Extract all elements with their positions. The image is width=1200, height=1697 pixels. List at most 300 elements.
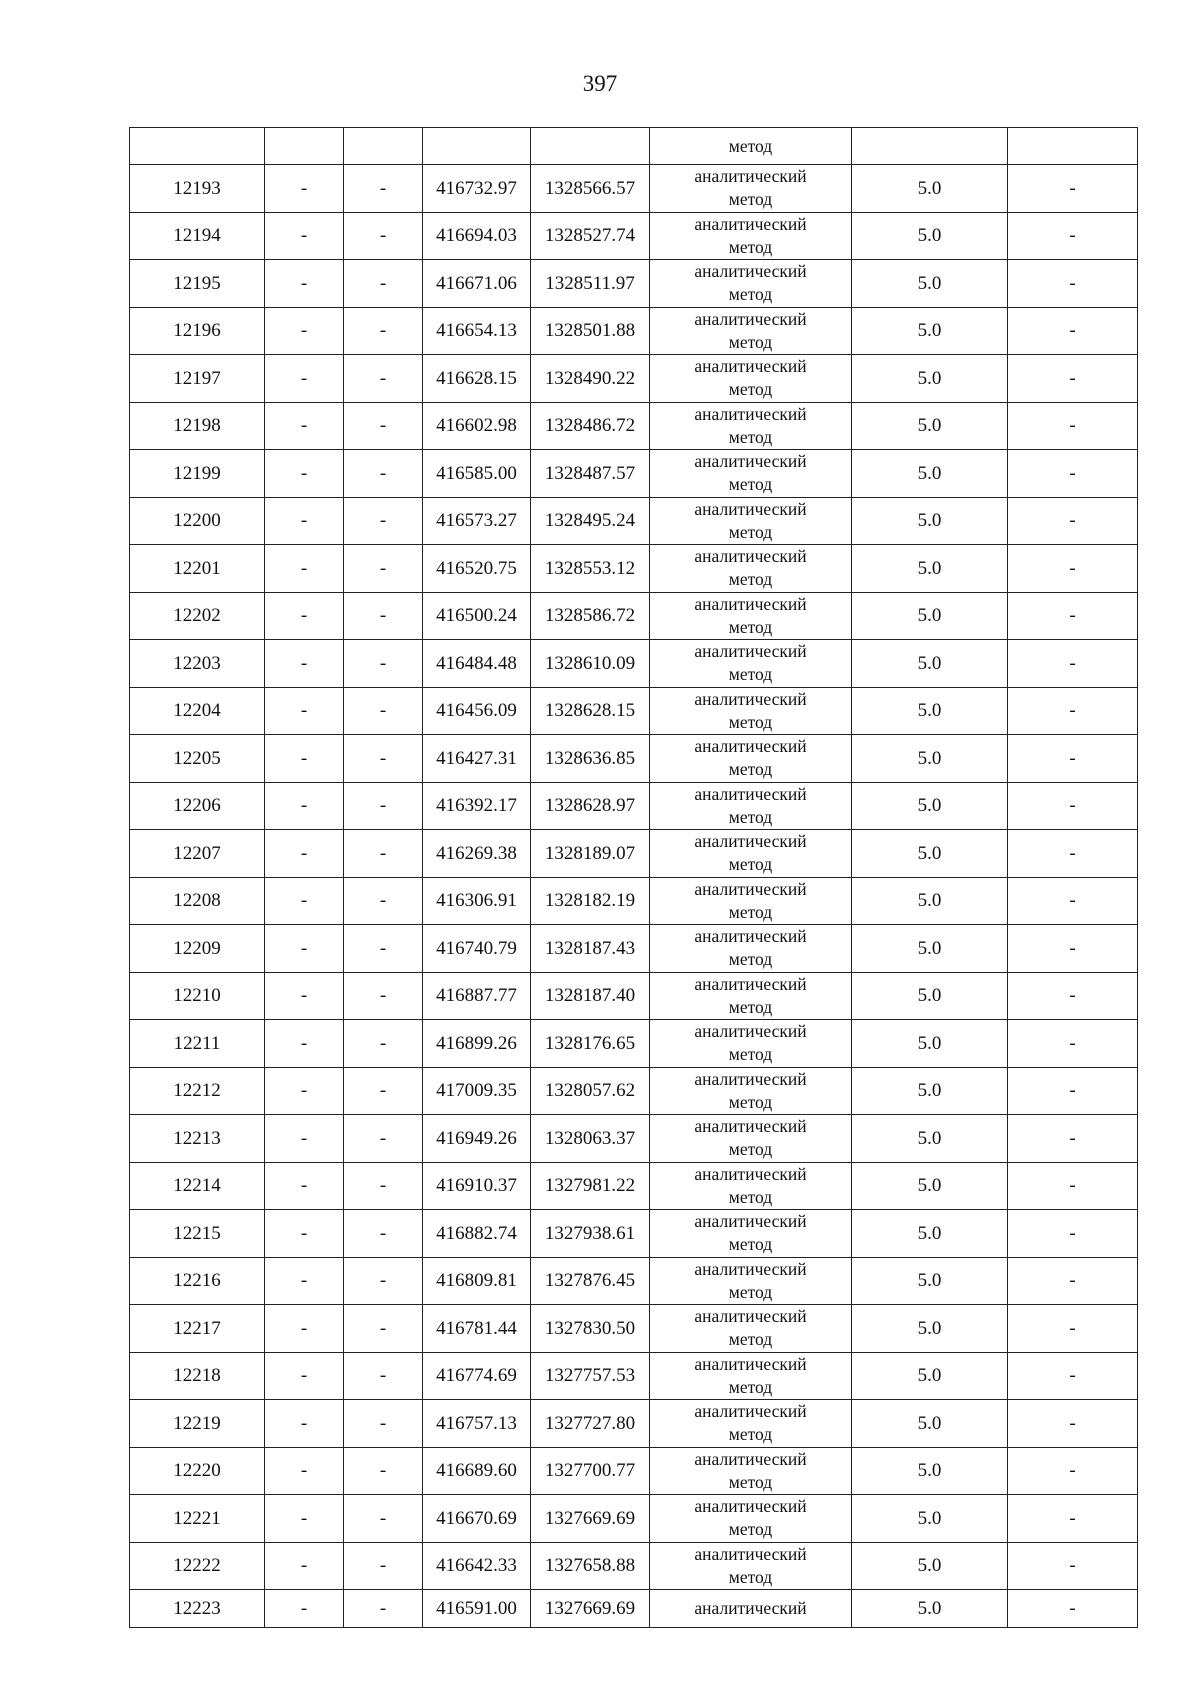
cell-col3: -	[344, 307, 423, 355]
cell-col2: -	[265, 260, 344, 308]
table-row	[130, 925, 1138, 973]
method-line-2: метод	[728, 1186, 773, 1207]
method-line-2: метод	[728, 474, 773, 495]
cell-y: 1327658.88	[531, 1542, 650, 1590]
method-line-1: аналитический	[694, 451, 807, 472]
cell-col8: -	[1008, 165, 1138, 213]
cell-col8: -	[1008, 212, 1138, 260]
cell-accuracy: 5.0	[852, 592, 1008, 640]
cell-x: 416585.00	[423, 450, 531, 498]
cell-col3: -	[344, 165, 423, 213]
cell-col8: -	[1008, 497, 1138, 545]
cell-col2: -	[265, 1495, 344, 1543]
continuation-row	[130, 128, 1138, 165]
cell-id: 12208	[130, 877, 265, 925]
cell-method	[650, 1400, 852, 1448]
cell-method	[650, 1305, 852, 1353]
cell-id: 12221	[130, 1495, 265, 1543]
method-line-1: аналитический	[694, 878, 807, 899]
method-line-2: метод	[728, 331, 773, 352]
table-row	[130, 1115, 1138, 1163]
method-line-1: аналитический	[694, 1116, 807, 1137]
method-line-2: метод	[728, 1281, 773, 1302]
cell-col3: -	[344, 355, 423, 403]
cell-col3: -	[344, 497, 423, 545]
table-row	[130, 260, 1138, 308]
method-line-1: аналитический	[694, 1258, 807, 1279]
cell-col2	[265, 128, 344, 165]
cell-col8: -	[1008, 307, 1138, 355]
cell-col2: -	[265, 212, 344, 260]
cell-method	[650, 1162, 852, 1210]
cell-col2: -	[265, 1542, 344, 1590]
method-line-1: аналитический	[694, 1496, 807, 1517]
cell-x: 416781.44	[423, 1305, 531, 1353]
cell-col8: -	[1008, 1067, 1138, 1115]
cell-accuracy: 5.0	[852, 640, 1008, 688]
cell-col3: -	[344, 687, 423, 735]
cell-method	[650, 545, 852, 593]
cell-y: 1327669.69	[531, 1495, 650, 1543]
cell-y: 1327757.53	[531, 1352, 650, 1400]
cell-col3: -	[344, 1495, 423, 1543]
cell-col8: -	[1008, 877, 1138, 925]
cell-y: 1328495.24	[531, 497, 650, 545]
cell-method	[650, 212, 852, 260]
method-line-1: аналитический	[694, 356, 807, 377]
cell-x: 416689.60	[423, 1447, 531, 1495]
cell-id: 12198	[130, 402, 265, 450]
cell-accuracy: 5.0	[852, 1020, 1008, 1068]
cell-col2: -	[265, 1400, 344, 1448]
cell-col8: -	[1008, 260, 1138, 308]
method-line-2: метод	[728, 1044, 773, 1065]
cell-accuracy: 5.0	[852, 212, 1008, 260]
cell-method	[650, 260, 852, 308]
cell-accuracy: 5.0	[852, 1305, 1008, 1353]
cell-accuracy: 5.0	[852, 1210, 1008, 1258]
method-line-1: аналитический	[694, 403, 807, 424]
table-row	[130, 1400, 1138, 1448]
cell-col8: -	[1008, 687, 1138, 735]
cell-col2: -	[265, 1257, 344, 1305]
cell-y: 1328182.19	[531, 877, 650, 925]
cell-x: 416602.98	[423, 402, 531, 450]
cell-accuracy: 5.0	[852, 877, 1008, 925]
cell-y: 1328566.57	[531, 165, 650, 213]
cell-y: 1328187.43	[531, 925, 650, 973]
cell-accuracy: 5.0	[852, 1400, 1008, 1448]
table-row	[130, 165, 1138, 213]
cell-col3: -	[344, 1590, 423, 1628]
method-line-1: аналитический	[694, 783, 807, 804]
table-row	[130, 497, 1138, 545]
cell-col8: -	[1008, 1020, 1138, 1068]
cell-col3: -	[344, 830, 423, 878]
cell-y: 1327830.50	[531, 1305, 650, 1353]
cell-col8: -	[1008, 972, 1138, 1020]
cell-col3: -	[344, 735, 423, 783]
cell-accuracy: 5.0	[852, 830, 1008, 878]
method-line-2: метод	[728, 569, 773, 590]
cell-method	[650, 1257, 852, 1305]
cell-col8: -	[1008, 640, 1138, 688]
cell-method	[650, 450, 852, 498]
cell-col2: -	[265, 497, 344, 545]
cell-method	[650, 1115, 852, 1163]
method-line-1: аналитический	[694, 926, 807, 947]
cell-y: 1328486.72	[531, 402, 650, 450]
cell-id: 12217	[130, 1305, 265, 1353]
cell-col8: -	[1008, 1447, 1138, 1495]
cell-col8: -	[1008, 1257, 1138, 1305]
cell-x: 416910.37	[423, 1162, 531, 1210]
cell-method	[650, 782, 852, 830]
cell-accuracy: 5.0	[852, 1115, 1008, 1163]
cell-col3: -	[344, 877, 423, 925]
table-row	[130, 1495, 1138, 1543]
cell-x: 416694.03	[423, 212, 531, 260]
cell-id: 12219	[130, 1400, 265, 1448]
cell-col2: -	[265, 877, 344, 925]
cell-col3: -	[344, 1115, 423, 1163]
cell-col8: -	[1008, 1305, 1138, 1353]
cell-y: 1328586.72	[531, 592, 650, 640]
cell-id: 12202	[130, 592, 265, 640]
cell-method	[650, 877, 852, 925]
method-line-2: метод	[728, 1234, 773, 1255]
cell-col2: -	[265, 640, 344, 688]
cell-x: 416899.26	[423, 1020, 531, 1068]
method-line-2: метод	[728, 521, 773, 542]
cell-id: 12209	[130, 925, 265, 973]
cell-col3: -	[344, 1447, 423, 1495]
cell-col8: -	[1008, 735, 1138, 783]
method-line-2: метод	[728, 616, 773, 637]
cell-col3: -	[344, 450, 423, 498]
cell-x: 416628.15	[423, 355, 531, 403]
cell-id: 12205	[130, 735, 265, 783]
cell-id	[130, 128, 265, 165]
cell-col2: -	[265, 830, 344, 878]
cell-col8: -	[1008, 1162, 1138, 1210]
table-row	[130, 877, 1138, 925]
cell-col3: -	[344, 402, 423, 450]
cell-y: 1327727.80	[531, 1400, 650, 1448]
cell-col3: -	[344, 1257, 423, 1305]
cell-id: 12196	[130, 307, 265, 355]
cell-y: 1328553.12	[531, 545, 650, 593]
cell-id: 12214	[130, 1162, 265, 1210]
cell-accuracy: 5.0	[852, 450, 1008, 498]
cell-id: 12212	[130, 1067, 265, 1115]
cell-x: 416642.33	[423, 1542, 531, 1590]
cell-col8: -	[1008, 1352, 1138, 1400]
cell-accuracy: 5.0	[852, 782, 1008, 830]
cell-col2: -	[265, 1162, 344, 1210]
table-row	[130, 450, 1138, 498]
cell-id: 12203	[130, 640, 265, 688]
method-line-2: метод	[728, 949, 773, 970]
cell-x: 416887.77	[423, 972, 531, 1020]
method-line-1: аналитический	[694, 1401, 807, 1422]
cell-x: 416740.79	[423, 925, 531, 973]
method-line-1: аналитический	[694, 1068, 807, 1089]
cell-id: 12223	[130, 1590, 265, 1628]
cell-x: 416591.00	[423, 1590, 531, 1628]
table-row	[130, 640, 1138, 688]
method-line-1: аналитический	[694, 688, 807, 709]
table-row	[130, 1447, 1138, 1495]
cell-y: 1328610.09	[531, 640, 650, 688]
cell-x: 416573.27	[423, 497, 531, 545]
cell-id: 12211	[130, 1020, 265, 1068]
table-row	[130, 1020, 1138, 1068]
table-row	[130, 1067, 1138, 1115]
cell-x: 416949.26	[423, 1115, 531, 1163]
cell-col3: -	[344, 1067, 423, 1115]
cell-y	[531, 128, 650, 165]
cell-y: 1328057.62	[531, 1067, 650, 1115]
cell-x: 417009.35	[423, 1067, 531, 1115]
cell-id: 12195	[130, 260, 265, 308]
cell-x: 416520.75	[423, 545, 531, 593]
method-line-2: метод	[728, 996, 773, 1017]
cell-y: 1327981.22	[531, 1162, 650, 1210]
cell-col2: -	[265, 450, 344, 498]
cell-col8: -	[1008, 355, 1138, 403]
table-row	[130, 212, 1138, 260]
cell-col2: -	[265, 1590, 344, 1628]
cell-x: 416269.38	[423, 830, 531, 878]
cell-y: 1327700.77	[531, 1447, 650, 1495]
cell-accuracy: 5.0	[852, 307, 1008, 355]
table-row	[130, 782, 1138, 830]
cell-col8: -	[1008, 592, 1138, 640]
method-line-2: метод	[728, 664, 773, 685]
cell-x: 416456.09	[423, 687, 531, 735]
cell-x: 416671.06	[423, 260, 531, 308]
cell-col2: -	[265, 545, 344, 593]
cell-id: 12218	[130, 1352, 265, 1400]
cell-col3: -	[344, 260, 423, 308]
cell-col3: -	[344, 545, 423, 593]
cell-y: 1328189.07	[531, 830, 650, 878]
method-line-2: метод	[728, 1471, 773, 1492]
cell-method	[650, 1020, 852, 1068]
cell-x: 416774.69	[423, 1352, 531, 1400]
cell-id: 12220	[130, 1447, 265, 1495]
cell-col3: -	[344, 640, 423, 688]
cell-col8: -	[1008, 1400, 1138, 1448]
cell-col8	[1008, 128, 1138, 165]
cell-id: 12199	[130, 450, 265, 498]
cell-method	[650, 735, 852, 783]
cell-id: 12204	[130, 687, 265, 735]
cell-accuracy: 5.0	[852, 1590, 1008, 1628]
cell-y: 1327876.45	[531, 1257, 650, 1305]
cell-col8: -	[1008, 545, 1138, 593]
cell-y: 1328636.85	[531, 735, 650, 783]
table-row	[130, 307, 1138, 355]
cell-id: 12197	[130, 355, 265, 403]
method-line-2: метод	[728, 854, 773, 875]
cell-method	[650, 1542, 852, 1590]
cell-col2: -	[265, 782, 344, 830]
cell-col2: -	[265, 925, 344, 973]
cell-col8: -	[1008, 1115, 1138, 1163]
cell-id: 12201	[130, 545, 265, 593]
cell-accuracy: 5.0	[852, 735, 1008, 783]
method-line-1: аналитический	[694, 546, 807, 567]
cell-col3: -	[344, 212, 423, 260]
table-row	[130, 545, 1138, 593]
table-body	[130, 128, 1138, 1628]
cell-accuracy: 5.0	[852, 1495, 1008, 1543]
table-row	[130, 687, 1138, 735]
method-line-2: метод	[728, 189, 773, 210]
cell-y: 1328628.15	[531, 687, 650, 735]
cell-method	[650, 1067, 852, 1115]
table-row	[130, 1305, 1138, 1353]
method-line-1: аналитический	[694, 1306, 807, 1327]
table-row	[130, 402, 1138, 450]
cell-id: 12216	[130, 1257, 265, 1305]
table-row	[130, 1257, 1138, 1305]
cell-col3: -	[344, 1352, 423, 1400]
cell-method	[650, 165, 852, 213]
method-line-2: метод	[728, 711, 773, 732]
cell-method	[650, 592, 852, 640]
cell-col8: -	[1008, 782, 1138, 830]
cell-method	[650, 1447, 852, 1495]
method-line-2: метод	[728, 759, 773, 780]
table-row	[130, 1210, 1138, 1258]
cell-col2: -	[265, 1447, 344, 1495]
method-line-2: метод	[728, 901, 773, 922]
cell-y: 1328501.88	[531, 307, 650, 355]
method-line-1: аналитический	[694, 1448, 807, 1469]
method-line-1: аналитический	[694, 498, 807, 519]
cell-col8: -	[1008, 1210, 1138, 1258]
cell-col3: -	[344, 1020, 423, 1068]
cell-x: 416670.69	[423, 1495, 531, 1543]
method-line-2: метод	[728, 1424, 773, 1445]
cell-col3: -	[344, 972, 423, 1020]
cell-y: 1327938.61	[531, 1210, 650, 1258]
cell-id: 12193	[130, 165, 265, 213]
cell-accuracy: 5.0	[852, 402, 1008, 450]
method-line-2: метод	[728, 284, 773, 305]
cell-method	[650, 1495, 852, 1543]
cell-method	[650, 1352, 852, 1400]
table-row	[130, 1590, 1138, 1628]
cell-y: 1328063.37	[531, 1115, 650, 1163]
cell-y: 1328487.57	[531, 450, 650, 498]
method-line-1: аналитический	[694, 641, 807, 662]
method-line-1: аналитический	[694, 1353, 807, 1374]
cell-accuracy: 5.0	[852, 972, 1008, 1020]
cell-method	[650, 402, 852, 450]
method-line-1: аналитический	[694, 166, 807, 187]
cell-y: 1328511.97	[531, 260, 650, 308]
method-line-1: аналитический	[694, 1021, 807, 1042]
method-line-1: аналитический	[694, 1598, 807, 1618]
cell-accuracy: 5.0	[852, 165, 1008, 213]
cell-accuracy: 5.0	[852, 1162, 1008, 1210]
cell-y: 1328490.22	[531, 355, 650, 403]
method-line-2: метод	[728, 1566, 773, 1587]
cell-col3	[344, 128, 423, 165]
cell-y: 1327669.69	[531, 1590, 650, 1628]
cell-accuracy: 5.0	[852, 260, 1008, 308]
cell-col2: -	[265, 1067, 344, 1115]
method-line-1: аналитический	[694, 308, 807, 329]
method-line-2: метод	[728, 379, 773, 400]
cell-method	[650, 497, 852, 545]
cell-col8: -	[1008, 1495, 1138, 1543]
cell-accuracy: 5.0	[852, 1447, 1008, 1495]
table-row	[130, 592, 1138, 640]
cell-id: 12207	[130, 830, 265, 878]
cell-accuracy: 5.0	[852, 687, 1008, 735]
cell-accuracy: 5.0	[852, 1067, 1008, 1115]
cell-col2: -	[265, 307, 344, 355]
coordinates-table	[129, 127, 1138, 1628]
method-line-1: аналитический	[694, 261, 807, 282]
cell-accuracy	[852, 128, 1008, 165]
cell-x	[423, 128, 531, 165]
method-line-2: метод	[728, 1139, 773, 1160]
cell-id: 12206	[130, 782, 265, 830]
table-row	[130, 355, 1138, 403]
cell-col2: -	[265, 355, 344, 403]
cell-col2: -	[265, 165, 344, 213]
page-number: 397	[582, 71, 618, 96]
cell-y: 1328527.74	[531, 212, 650, 260]
cell-method	[650, 307, 852, 355]
table-row	[130, 1162, 1138, 1210]
cell-method	[650, 925, 852, 973]
cell-col2: -	[265, 735, 344, 783]
cell-col2: -	[265, 592, 344, 640]
table-row	[130, 735, 1138, 783]
cell-x: 416882.74	[423, 1210, 531, 1258]
cell-col3: -	[344, 925, 423, 973]
cell-col8: -	[1008, 450, 1138, 498]
method-line-2: метод	[728, 1519, 773, 1540]
cell-accuracy: 5.0	[852, 1257, 1008, 1305]
cell-id: 12194	[130, 212, 265, 260]
cell-x: 416757.13	[423, 1400, 531, 1448]
cell-col8: -	[1008, 402, 1138, 450]
cell-accuracy: 5.0	[852, 1542, 1008, 1590]
cell-col2: -	[265, 972, 344, 1020]
cell-method	[650, 830, 852, 878]
method-line-2: метод	[728, 1091, 773, 1112]
cell-col8: -	[1008, 1542, 1138, 1590]
cell-id: 12222	[130, 1542, 265, 1590]
method-line-1: аналитический	[694, 1543, 807, 1564]
cell-col8: -	[1008, 1590, 1138, 1628]
cell-accuracy: 5.0	[852, 1352, 1008, 1400]
cell-x: 416484.48	[423, 640, 531, 688]
table-row	[130, 1352, 1138, 1400]
method-line-1: аналитический	[694, 213, 807, 234]
cell-x: 416654.13	[423, 307, 531, 355]
cell-y: 1328628.97	[531, 782, 650, 830]
cell-accuracy: 5.0	[852, 545, 1008, 593]
